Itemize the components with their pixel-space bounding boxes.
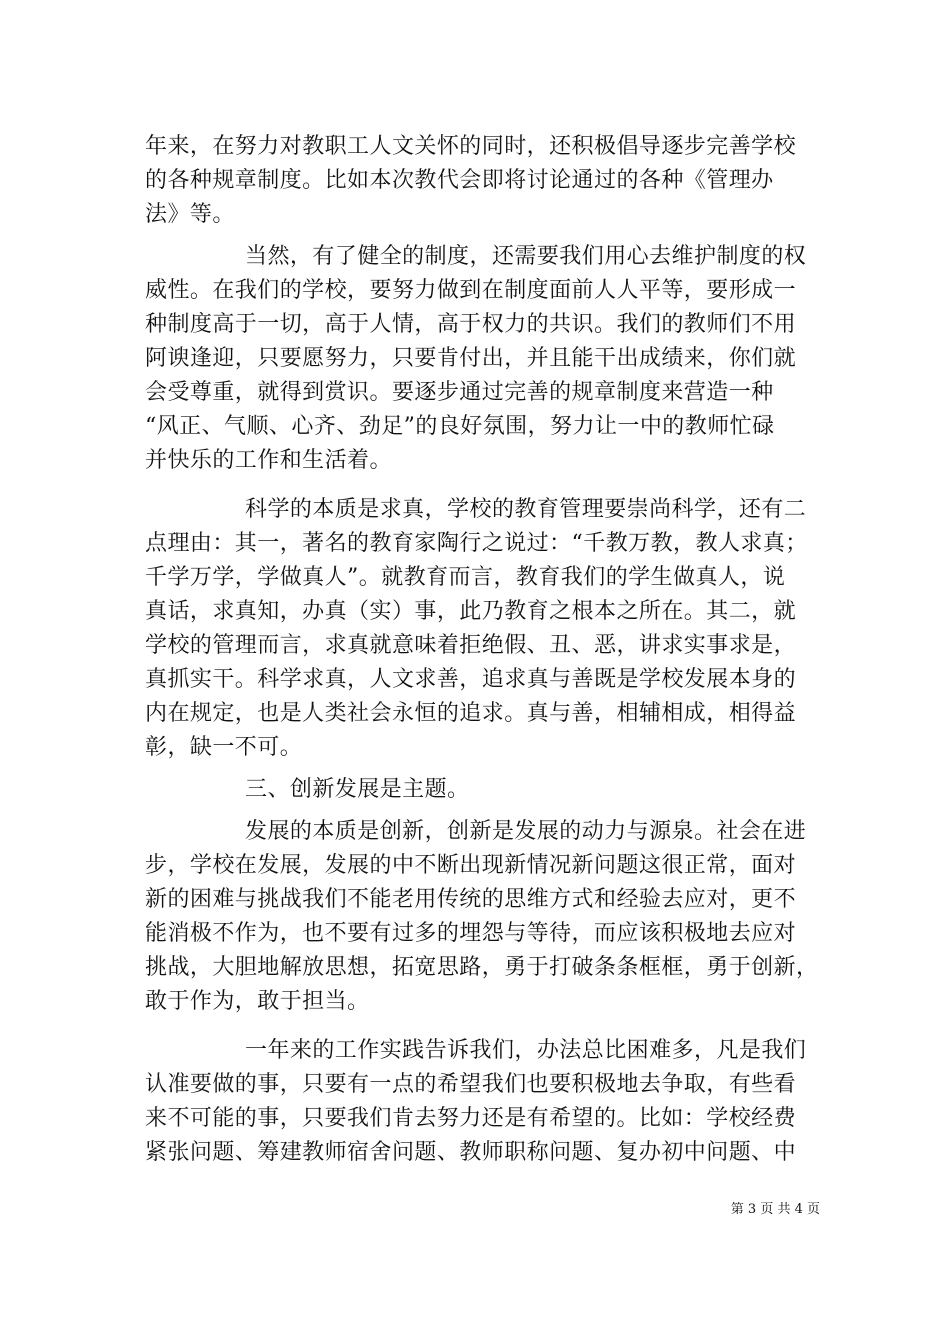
text-line: 真话，求真知，办真（实）事，此乃教育之根本之所在。其二，就 bbox=[145, 599, 797, 624]
text-line: 真抓实干。科学求真，人文求善，追求真与善既是学校发展本身的 bbox=[145, 667, 797, 692]
text-line: 新的困难与挑战我们不能老用传统的思维方式和经验去应对，更不 bbox=[145, 887, 797, 912]
text-line: 发展的本质是创新，创新是发展的动力与源泉。社会在进 bbox=[245, 819, 807, 844]
text-line: 并快乐的工作和生活着。 bbox=[145, 448, 392, 473]
text-line: 紧张问题、筹建教师宿舍问题、教师职称问题、复办初中问题、中 bbox=[145, 1140, 797, 1165]
text-line: 内在规定，也是人类社会永恒的追求。真与善，相辅相成，相得益 bbox=[145, 701, 797, 726]
text-line: 步，学校在发展，发展的中不断出现新情况新问题这很正常，面对 bbox=[145, 853, 797, 878]
text-line: 年来，在努力对教职工人文关怀的同时，还积极倡导逐步完善学校 bbox=[145, 134, 797, 159]
text-line: 种制度高于一切，高于人情，高于权力的共识。我们的教师们不用 bbox=[145, 312, 797, 337]
text-line: 敢于作为，敢于担当。 bbox=[145, 989, 370, 1014]
text-line: 挑战，大胆地解放思想，拓宽思路，勇于打破条条框框，勇于创新， bbox=[145, 955, 819, 980]
text-line: 会受尊重，就得到赏识。要逐步通过完善的规章制度来营造一种 bbox=[145, 380, 774, 405]
text-line: 点理由：其一，著名的教育家陶行之说过：“千教万教，教人求真； bbox=[145, 531, 808, 556]
text-line: 来不可能的事，只要我们肯去努力还是有希望的。比如：学校经费 bbox=[145, 1106, 797, 1131]
text-line: 千学万学，学做真人”。就教育而言，教育我们的学生做真人，说 bbox=[145, 565, 786, 590]
text-line: 阿谀逢迎，只要愿努力，只要肯付出，并且能干出成绩来，你们就 bbox=[145, 346, 797, 371]
text-line: “风正、气顺、心齐、劲足”的良好氛围，努力让一中的教师忙碌 bbox=[145, 414, 775, 439]
text-line: 当然，有了健全的制度，还需要我们用心去维护制度的权 bbox=[245, 244, 807, 269]
text-line: 三、创新发展是主题。 bbox=[245, 777, 470, 802]
page-number-footer: 第 3 页 共 4 页 bbox=[730, 1202, 820, 1217]
text-line: 法》等。 bbox=[145, 202, 235, 227]
text-line: 威性。在我们的学校，要努力做到在制度面前人人平等，要形成一 bbox=[145, 278, 797, 303]
text-line: 彰，缺一不可。 bbox=[145, 735, 303, 760]
text-line: 的各种规章制度。比如本次教代会即将讨论通过的各种《管理办 bbox=[145, 168, 774, 193]
text-line: 一年来的工作实践告诉我们，办法总比困难多，凡是我们 bbox=[245, 1038, 807, 1063]
text-line: 学校的管理而言，求真就意味着拒绝假、丑、恶，讲求实事求是， bbox=[145, 633, 797, 658]
text-line: 认准要做的事，只要有一点的希望我们也要积极地去争取，有些看 bbox=[145, 1072, 797, 1097]
text-line: 能消极不作为，也不要有过多的埋怨与等待，而应该积极地去应对 bbox=[145, 921, 797, 946]
text-line: 科学的本质是求真，学校的教育管理要崇尚科学，还有二 bbox=[245, 497, 807, 522]
